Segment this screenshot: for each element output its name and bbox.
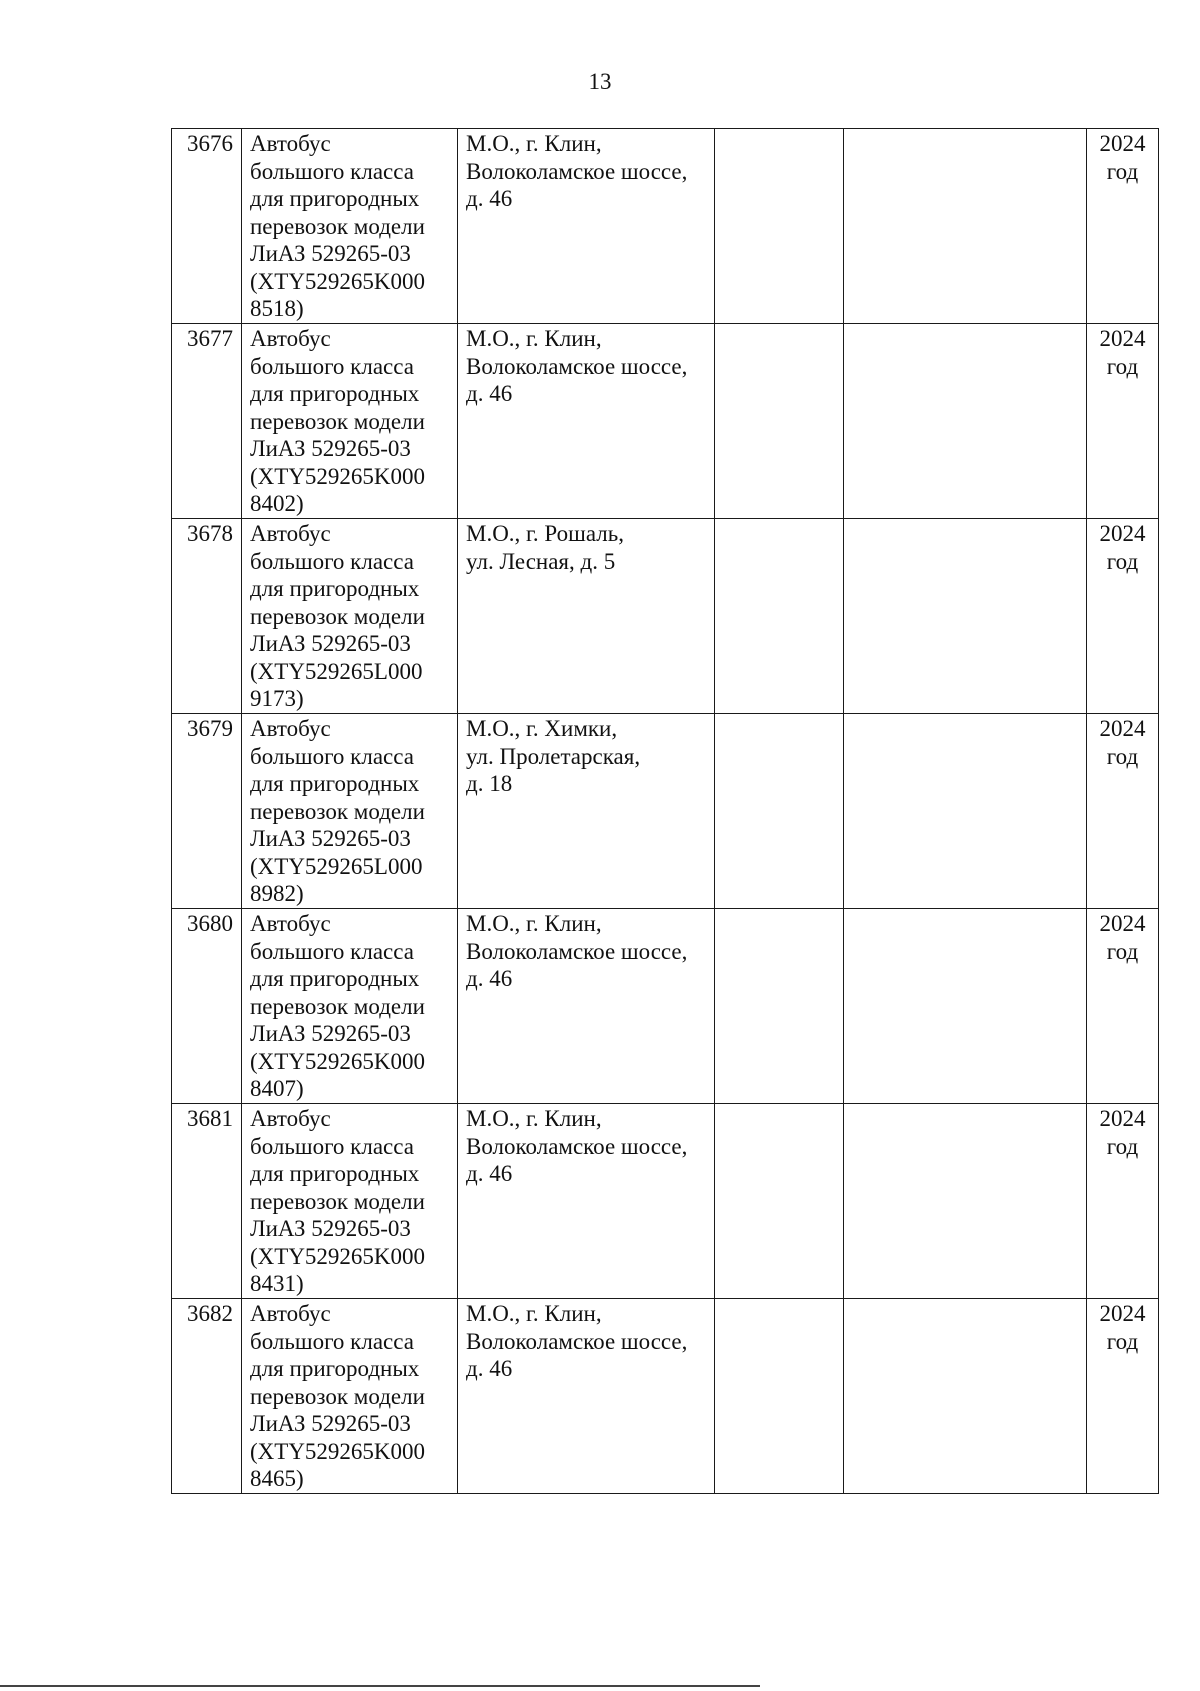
row-number: 3678: [172, 519, 242, 714]
vehicle-address: М.О., г. Химки, ул. Пролетарская, д. 18: [458, 714, 715, 909]
empty-cell-4: [715, 714, 844, 909]
table-row: [172, 519, 1159, 714]
empty-cell-5: [844, 129, 1087, 324]
empty-cell-5: [844, 1299, 1087, 1494]
empty-cell-5: [844, 324, 1087, 519]
vehicle-address: М.О., г. Клин, Волоколамское шоссе, д. 46: [458, 909, 715, 1104]
table-row: [172, 129, 1159, 324]
page-number: 13: [588, 69, 612, 94]
row-number: 3679: [172, 714, 242, 909]
table-row: [172, 324, 1159, 519]
vehicle-address: М.О., г. Рошаль, ул. Лесная, д. 5: [458, 519, 715, 714]
vehicle-year: 2024 год: [1087, 324, 1159, 519]
vehicle-address: М.О., г. Клин, Волоколамское шоссе, д. 46: [458, 129, 715, 324]
empty-cell-4: [715, 1299, 844, 1494]
table-row: [172, 714, 1159, 909]
vehicle-name: Автобус большого класса для пригородных перевозок модели ЛиАЗ 529265-03 (XTY529265L000 8982): [242, 714, 458, 909]
vehicle-address: М.О., г. Клин, Волоколамское шоссе, д. 46: [458, 324, 715, 519]
empty-cell-4: [715, 129, 844, 324]
vehicle-registry-table: [171, 128, 1159, 1494]
row-number: 3676: [172, 129, 242, 324]
row-number: 3677: [172, 324, 242, 519]
empty-cell-4: [715, 324, 844, 519]
vehicle-name: Автобус большого класса для пригородных перевозок модели ЛиАЗ 529265-03 (XTY529265L000 9173): [242, 519, 458, 714]
vehicle-name: Автобус большого класса для пригородных перевозок модели ЛиАЗ 529265-03 (XTY529265K000 8402): [242, 324, 458, 519]
vehicle-address: М.О., г. Клин, Волоколамское шоссе, д. 46: [458, 1104, 715, 1299]
row-number: 3680: [172, 909, 242, 1104]
table-row: [172, 1104, 1159, 1299]
vehicle-year: 2024 год: [1087, 1299, 1159, 1494]
empty-cell-5: [844, 909, 1087, 1104]
scan-edge-line: [0, 1685, 760, 1687]
vehicle-year: 2024 год: [1087, 129, 1159, 324]
vehicle-name: Автобус большого класса для пригородных перевозок модели ЛиАЗ 529265-03 (XTY529265K000 8431): [242, 1104, 458, 1299]
vehicle-name: Автобус большого класса для пригородных перевозок модели ЛиАЗ 529265-03 (XTY529265K000 8465): [242, 1299, 458, 1494]
vehicle-name: Автобус большого класса для пригородных перевозок модели ЛиАЗ 529265-03 (XTY529265K000 8518): [242, 129, 458, 324]
vehicle-name: Автобус большого класса для пригородных перевозок модели ЛиАЗ 529265-03 (XTY529265K000 8407): [242, 909, 458, 1104]
empty-cell-4: [715, 519, 844, 714]
row-number: 3682: [172, 1299, 242, 1494]
vehicle-address: М.О., г. Клин, Волоколамское шоссе, д. 46: [458, 1299, 715, 1494]
row-number: 3681: [172, 1104, 242, 1299]
table-row: [172, 1299, 1159, 1494]
vehicle-year: 2024 год: [1087, 1104, 1159, 1299]
vehicle-year: 2024 год: [1087, 909, 1159, 1104]
vehicle-year: 2024 год: [1087, 714, 1159, 909]
vehicle-year: 2024 год: [1087, 519, 1159, 714]
empty-cell-5: [844, 714, 1087, 909]
empty-cell-4: [715, 909, 844, 1104]
empty-cell-4: [715, 1104, 844, 1299]
table-row: [172, 909, 1159, 1104]
empty-cell-5: [844, 1104, 1087, 1299]
empty-cell-5: [844, 519, 1087, 714]
